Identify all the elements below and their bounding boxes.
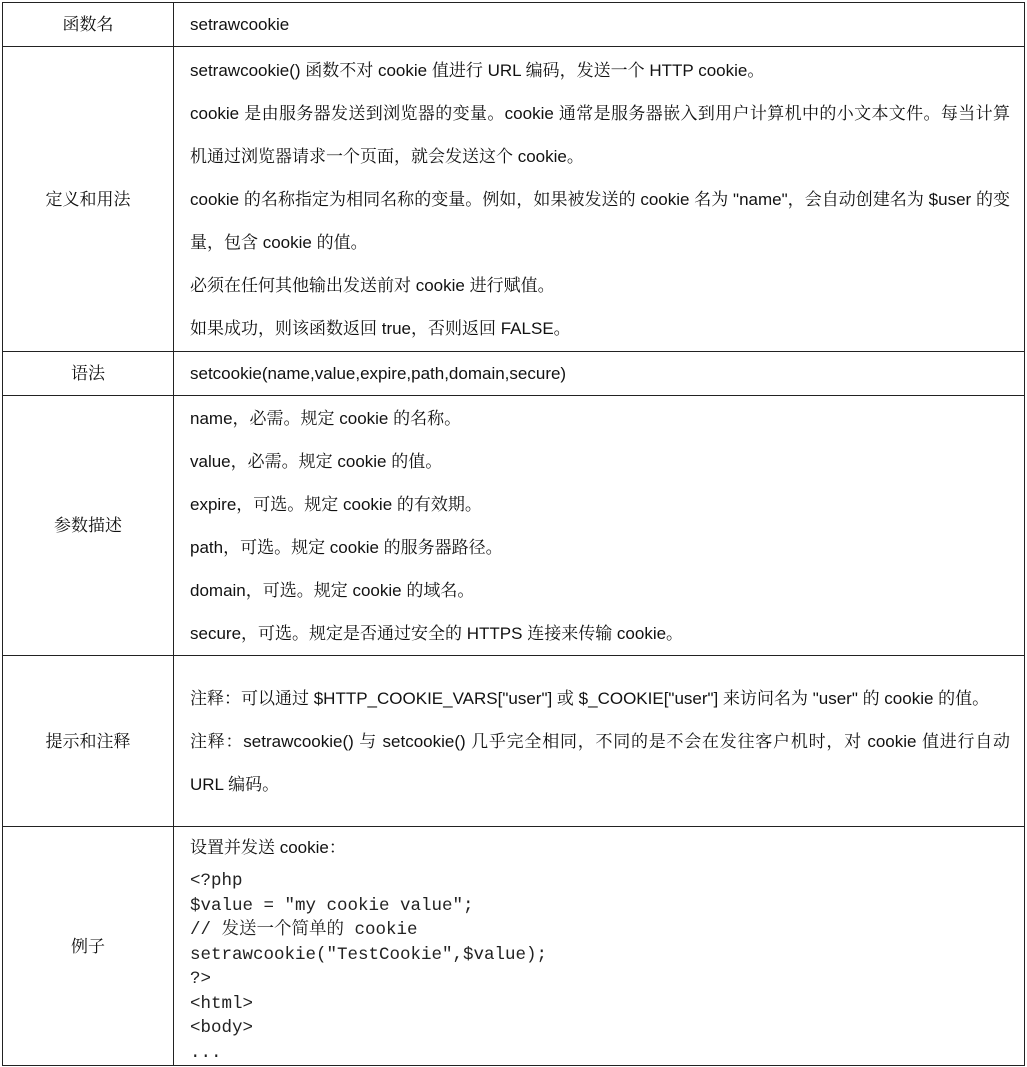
code-line: <html> xyxy=(190,993,254,1014)
row-function-name xyxy=(3,3,1025,47)
definition-paragraph: 如果成功，则该函数返回 true，否则返回 FALSE。 xyxy=(190,318,571,338)
code-block xyxy=(190,869,1010,1065)
parameter-item: value，必需。规定 cookie 的值。 xyxy=(190,451,443,471)
label-definition: 定义和用法 xyxy=(3,47,174,352)
label-syntax: 语法 xyxy=(3,352,174,396)
code-line: <body> xyxy=(190,1018,254,1038)
row-syntax xyxy=(3,352,1025,396)
definition-content xyxy=(174,47,1025,352)
tips-content xyxy=(174,656,1025,827)
parameter-item: domain，可选。规定 cookie 的域名。 xyxy=(190,580,475,600)
parameter-item: expire，可选。规定 cookie 的有效期。 xyxy=(190,494,482,514)
code-line: setrawcookie("TestCookie",$value); xyxy=(190,944,548,965)
parameter-item: secure，可选。规定是否通过安全的 HTTPS 连接来传输 cookie。 xyxy=(190,623,684,643)
value-syntax: setcookie(name,value,expire,path,domain,secure) xyxy=(174,352,1025,396)
parameter-item: name，必需。规定 cookie 的名称。 xyxy=(190,408,462,428)
code-line: $value = "my cookie value"; xyxy=(190,895,474,916)
code-line: ?> xyxy=(190,969,212,989)
example-content xyxy=(174,827,1025,1066)
function-reference-table xyxy=(2,2,1025,1066)
code-line: ... xyxy=(190,1042,222,1063)
label-function-name: 函数名 xyxy=(3,3,174,47)
example-intro: 设置并发送 cookie： xyxy=(190,838,346,857)
definition-paragraph: 必须在任何其他输出发送前对 cookie 进行赋值。 xyxy=(190,275,555,295)
definition-paragraph: cookie 的名称指定为相同名称的变量。例如，如果被发送的 cookie 名为 "name"，会自动创建名为 $user 的变量，包含 cookie 的值。 xyxy=(190,189,1010,252)
code-line: // 发送一个简单的 cookie xyxy=(190,920,418,940)
definition-paragraph: setrawcookie() 函数不对 cookie 值进行 URL 编码，发送一个 HTTP cookie。 xyxy=(190,60,765,80)
code-line: <?php xyxy=(190,871,243,891)
row-example xyxy=(3,827,1025,1066)
value-function-name: setrawcookie xyxy=(174,3,1025,47)
parameters-content xyxy=(174,396,1025,656)
row-tips-notes xyxy=(3,656,1025,827)
row-definition xyxy=(3,47,1025,352)
label-parameters: 参数描述 xyxy=(3,396,174,656)
label-example: 例子 xyxy=(3,827,174,1066)
note-paragraph: 注释：可以通过 $HTTP_COOKIE_VARS["user"] 或 $_COOKIE["user"] 来访问名为 "user" 的 cookie 的值。 xyxy=(190,688,990,708)
note-paragraph: 注释：setrawcookie() 与 setcookie() 几乎完全相同，不同的是不会在发往客户机时，对 cookie 值进行自动 URL 编码。 xyxy=(190,731,1010,794)
label-tips-notes: 提示和注释 xyxy=(3,656,174,827)
parameter-item: path，可选。规定 cookie 的服务器路径。 xyxy=(190,537,503,557)
definition-paragraph: cookie 是由服务器发送到浏览器的变量。cookie 通常是服务器嵌入到用户计算机中的小文本文件。每当计算机通过浏览器请求一个页面，就会发送这个 cookie。 xyxy=(190,103,1010,166)
row-parameters xyxy=(3,396,1025,656)
